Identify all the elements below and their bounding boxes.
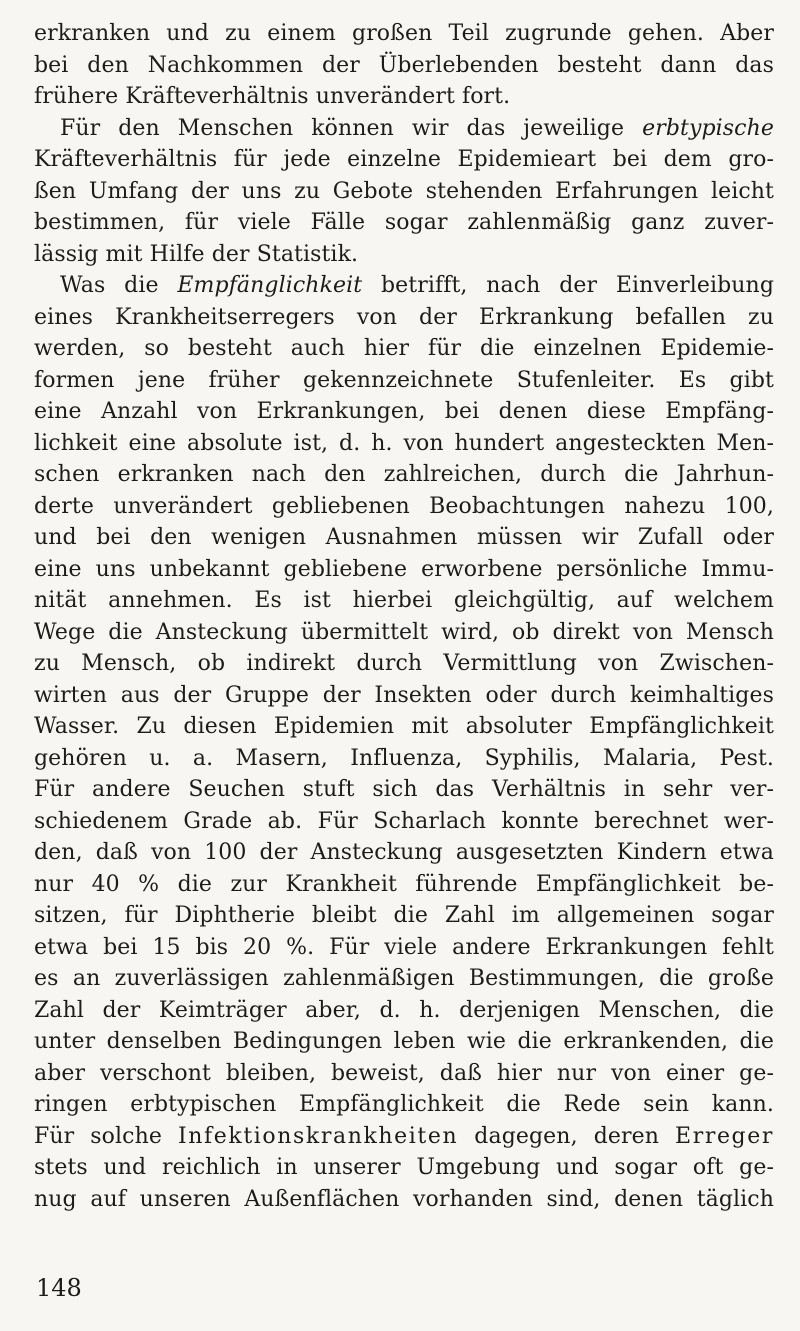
text-segment: eines Krankheitserregers von der Erkrankung befallen zu	[34, 304, 774, 330]
text-line	[34, 995, 774, 1027]
text-line	[34, 396, 774, 428]
text-segment: ringen erbtypischen Empfänglichkeit die Rede sein kann.	[34, 1092, 774, 1117]
text-line	[34, 1184, 774, 1216]
text-segment: zu Mensch, ob indirekt durch Vermittlung von Zwischen-	[34, 651, 774, 676]
text-segment: nität annehmen. Es ist hierbei gleichgültig, auf welchem	[34, 588, 774, 613]
text-line	[34, 1121, 774, 1153]
text-line	[34, 585, 774, 617]
text-line	[34, 113, 774, 145]
text-line	[34, 1026, 774, 1058]
text-line	[34, 144, 774, 176]
text-line	[34, 1152, 774, 1184]
text-segment: eine uns unbekannt gebliebene erworbene persönliche Immu-	[34, 556, 774, 582]
text-line	[34, 176, 774, 208]
text-line	[34, 648, 774, 680]
text-line	[34, 774, 774, 806]
text-line	[34, 270, 774, 302]
text-segment: bei den Nachkommen der Überlebenden besteht dann das	[34, 52, 774, 78]
text-line	[34, 50, 774, 82]
body-text	[34, 18, 774, 1215]
text-segment: Für den Menschen können wir das jeweilige	[60, 115, 643, 141]
text-line	[34, 491, 774, 523]
text-line	[34, 459, 774, 491]
page-number: 148	[36, 1274, 82, 1302]
text-segment: Für solche	[34, 1123, 178, 1149]
text-line	[34, 680, 774, 712]
text-segment: nug auf unseren Außenflächen vorhanden sind, denen täglich	[34, 1186, 774, 1212]
text-segment: formen jene früher gekennzeichnete Stufenleiter. Es gibt	[34, 367, 774, 393]
text-line	[34, 1089, 774, 1121]
text-segment: frühere Kräfteverhältnis unverändert fort.	[34, 84, 511, 109]
text-segment: werden, so besteht auch hier für die einzelnen Epidemie-	[34, 336, 774, 361]
spaced-text: Erreger	[675, 1123, 774, 1149]
text-segment: erkranken und zu einem großen Teil zugrunde gehen. Aber	[34, 21, 774, 46]
text-segment: bestimmen, für viele Fälle sogar zahlenmäßig ganz zuver-	[34, 210, 774, 235]
text-line	[34, 365, 774, 397]
text-segment: lichkeit eine absolute ist, d. h. von hundert angesteckten Men-	[34, 430, 774, 456]
text-line	[34, 302, 774, 334]
text-segment: und bei den wenigen Ausnahmen müssen wir Zufall oder	[34, 525, 774, 550]
text-line	[34, 869, 774, 901]
text-line	[34, 932, 774, 964]
text-line	[34, 1058, 774, 1090]
text-segment: unter denselben Bedingungen leben wie die erkrankenden, die	[34, 1029, 774, 1054]
text-segment: es an zuverlässigen zahlenmäßigen Bestimmungen, die große	[34, 966, 774, 991]
text-line	[34, 806, 774, 838]
text-segment: aber verschont bleiben, beweist, daß hier nur von einer ge-	[34, 1060, 774, 1086]
text-segment: etwa bei 15 bis 20 %. Für viele andere Erkrankungen fehlt	[34, 934, 774, 960]
text-segment: Kräfteverhältnis für jede einzelne Epidemieart bei dem gro-	[34, 147, 774, 172]
text-segment: dagegen, deren	[458, 1123, 676, 1149]
text-line	[34, 18, 774, 50]
text-line	[34, 554, 774, 586]
text-segment: wirten aus der Gruppe der Insekten oder durch keimhaltiges	[34, 682, 774, 708]
text-line	[34, 743, 774, 775]
text-segment: sitzen, für Diphtherie bleibt die Zahl im allgemeinen sogar	[34, 903, 774, 928]
text-segment: Zahl der Keimträger aber, d. h. derjenigen Menschen, die	[34, 997, 774, 1023]
text-line	[34, 333, 774, 365]
text-segment: derte unverändert gebliebenen Beobachtungen nahezu 100,	[34, 493, 774, 519]
text-line	[34, 617, 774, 649]
text-segment: stets und reichlich in unserer Umgebung und sogar oft ge-	[34, 1155, 774, 1180]
text-segment: Für andere Seuchen stuft sich das Verhältnis in sehr ver-	[34, 777, 774, 802]
text-segment: lässig mit Hilfe der Statistik.	[34, 241, 359, 267]
text-segment: den, daß von 100 der Ansteckung ausgesetzten Kindern etwa	[34, 840, 774, 865]
text-line	[34, 81, 774, 113]
text-line	[34, 522, 774, 554]
text-segment: schen erkranken nach den zahlreichen, durch die Jahrhun-	[34, 462, 774, 487]
text-segment: ßen Umfang der uns zu Gebote stehenden Erfahrungen leicht	[34, 178, 774, 204]
text-line	[34, 428, 774, 460]
text-line	[34, 963, 774, 995]
text-segment: Wege die Ansteckung übermittelt wird, ob direkt von Mensch	[34, 619, 774, 645]
emphasis-text: erbtypische	[642, 115, 774, 141]
text-line	[34, 711, 774, 743]
spaced-text: Infektionskrankheiten	[178, 1123, 459, 1149]
text-segment: eine Anzahl von Erkrankungen, bei denen diese Empfäng-	[34, 399, 774, 424]
text-line	[34, 837, 774, 869]
text-segment: nur 40 % die zur Krankheit führende Empfänglichkeit be-	[34, 871, 774, 897]
text-segment: betrifft, nach der Einverleibung	[362, 273, 774, 298]
text-segment: schiedenem Grade ab. Für Scharlach konnte berechnet wer-	[34, 808, 774, 834]
text-line	[34, 207, 774, 239]
text-line	[34, 239, 774, 271]
text-segment: gehören u. a. Masern, Influenza, Syphilis, Malaria, Pest.	[34, 745, 774, 771]
text-segment: Was die	[60, 273, 178, 298]
emphasis-text: Empfänglichkeit	[177, 273, 363, 298]
text-line	[34, 900, 774, 932]
text-segment: Wasser. Zu diesen Epidemien mit absoluter Empfänglichkeit	[34, 714, 774, 739]
